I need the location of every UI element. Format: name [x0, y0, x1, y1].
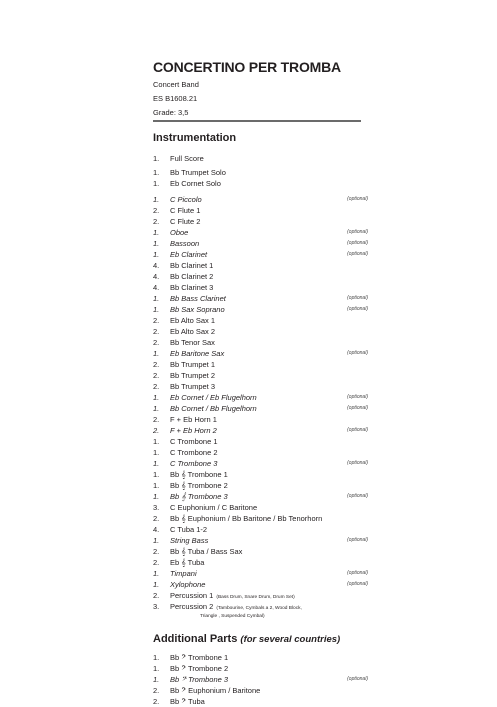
part-quantity: 2.	[153, 415, 160, 424]
part-name-text: Percussion 1	[170, 591, 214, 600]
part-name-text: C Euphonium / C Baritone	[170, 503, 258, 512]
part-list-item	[153, 513, 368, 524]
part-list-item	[153, 663, 368, 674]
part-quantity: 1.	[153, 404, 160, 413]
part-name-text: C Piccolo	[170, 195, 202, 204]
additional-parts-heading	[153, 633, 340, 645]
part-name	[170, 304, 225, 315]
part-name-text: Bb 𝄞 Trombone 1	[170, 470, 228, 479]
part-list-item	[153, 557, 368, 568]
part-quantity: 1.	[153, 675, 160, 684]
part-name-text: Bassoon	[170, 239, 200, 248]
part-name	[170, 458, 217, 469]
part-name-text: F + Eb Horn 1	[170, 415, 217, 424]
part-name	[170, 392, 257, 403]
part-quantity: 1.	[153, 536, 160, 545]
part-name	[170, 513, 322, 524]
part-detail-continued: Triangle , Suspended Cymbal)	[200, 614, 265, 619]
part-quantity: 2.	[153, 686, 160, 695]
part-list-item	[153, 392, 368, 403]
instrumentation-heading: Instrumentation	[153, 132, 237, 144]
optional-note: (optional)	[347, 350, 368, 356]
part-name	[170, 216, 200, 227]
part-name	[170, 535, 208, 546]
part-quantity: 1.	[153, 664, 160, 673]
part-name-text: Bb 𝄢 Trombone 3	[170, 675, 229, 684]
part-name	[170, 469, 228, 480]
part-list-item	[153, 458, 368, 469]
part-name-text: C Tuba 1-2	[170, 525, 208, 534]
part-name-text: C Trombone 2	[170, 448, 218, 457]
part-quantity: 4.	[153, 283, 160, 292]
part-quantity: 4.	[153, 272, 160, 281]
optional-note: (optional)	[347, 394, 368, 400]
part-quantity: 3.	[153, 503, 160, 512]
optional-note: (optional)	[347, 570, 368, 576]
part-name	[170, 480, 228, 491]
part-list-item	[153, 205, 368, 216]
part-quantity: 1.	[153, 168, 160, 177]
part-list-item	[153, 414, 368, 425]
part-name	[170, 249, 207, 260]
part-name-text: Bb Trumpet 3	[170, 382, 216, 391]
part-name-text: Bb Clarinet 2	[170, 272, 214, 281]
grade-label: Grade: 3,5	[153, 108, 189, 117]
part-name-text: Eb Baritone Sax	[170, 349, 225, 358]
part-list-item	[153, 238, 368, 249]
part-quantity: 1.	[153, 470, 160, 479]
part-name-text: Bb 𝄞 Euphonium / Bb Baritone / Bb Tenorhorn	[170, 514, 323, 523]
part-name	[170, 359, 215, 370]
part-name-text: Bb Cornet / Bb Flugelhorn	[170, 404, 257, 413]
part-name-text: Bb Clarinet 1	[170, 261, 214, 270]
part-quantity: 1.	[153, 239, 160, 248]
optional-note: (optional)	[347, 229, 368, 235]
part-name-text: Bb 𝄢 Tuba	[170, 697, 205, 706]
part-name-text: Eb Alto Sax 2	[170, 327, 216, 336]
part-name-text: Bb Trumpet 1	[170, 360, 216, 369]
part-list-item	[153, 425, 368, 436]
optional-note: (optional)	[347, 581, 368, 587]
part-list-item	[153, 579, 368, 590]
part-name	[170, 238, 199, 249]
part-list-item	[153, 674, 368, 685]
optional-note: (optional)	[347, 537, 368, 543]
part-list-item	[153, 227, 368, 238]
optional-note: (optional)	[347, 196, 368, 202]
part-quantity: 1.	[153, 228, 160, 237]
part-name	[170, 436, 218, 447]
part-quantity: 2.	[153, 338, 160, 347]
part-list-item	[153, 337, 368, 348]
part-list-item	[153, 326, 368, 337]
part-name	[170, 370, 215, 381]
part-quantity: 2.	[153, 547, 160, 556]
part-list-item	[153, 153, 368, 164]
part-list-item	[153, 216, 368, 227]
part-name	[170, 447, 218, 458]
part-list-item	[153, 403, 368, 414]
part-quantity: 2.	[153, 371, 160, 380]
optional-note: (optional)	[347, 295, 368, 301]
part-name	[170, 414, 217, 425]
part-name-text: C Flute 1	[170, 206, 201, 215]
part-list-item	[153, 304, 368, 315]
part-list-item	[153, 491, 368, 502]
part-name-text: Full Score	[170, 154, 204, 163]
part-name-text: C Trombone 3	[170, 459, 218, 468]
part-name	[170, 178, 221, 189]
part-name-text: Eb Cornet Solo	[170, 179, 221, 188]
piece-title: CONCERTINO PER TROMBA	[153, 59, 341, 75]
part-quantity: 1.	[153, 305, 160, 314]
part-list-item	[153, 601, 368, 612]
additional-parts-note: (for several countries)	[240, 634, 341, 645]
part-name-text: Eb Clarinet	[170, 250, 208, 259]
part-quantity: 2.	[153, 558, 160, 567]
part-name	[170, 685, 260, 696]
part-detail: (Bass Drum, Snare Drum, Drum Set)	[216, 595, 295, 600]
part-name	[170, 282, 213, 293]
optional-note: (optional)	[347, 493, 368, 499]
part-name	[170, 293, 226, 304]
part-quantity: 2.	[153, 382, 160, 391]
part-name	[170, 194, 202, 205]
part-list-item	[153, 546, 368, 557]
part-name	[170, 205, 200, 216]
part-quantity: 3.	[153, 602, 160, 611]
part-list-item	[153, 348, 368, 359]
part-quantity: 2.	[153, 206, 160, 215]
part-quantity: 2.	[153, 316, 160, 325]
part-name-text: Bb 𝄞 Tuba / Bass Sax	[170, 547, 243, 556]
part-name-text: Bb 𝄢 Trombone 1	[170, 653, 229, 662]
part-list-item	[153, 260, 368, 271]
part-list-item	[153, 381, 368, 392]
part-name	[170, 674, 228, 685]
part-quantity: 4.	[153, 525, 160, 534]
part-name	[170, 403, 257, 414]
optional-note: (optional)	[347, 405, 368, 411]
part-quantity: 1.	[153, 195, 160, 204]
part-quantity: 1.	[153, 481, 160, 490]
part-name-text: Percussion 2	[170, 602, 214, 611]
part-name-text: Eb 𝄞 Tuba	[170, 558, 205, 567]
part-name	[170, 271, 213, 282]
optional-note: (optional)	[347, 306, 368, 312]
part-list-item	[153, 524, 368, 535]
part-name	[170, 153, 204, 164]
part-name-text: Bb Trumpet 2	[170, 371, 216, 380]
part-quantity: 2.	[153, 697, 160, 706]
part-name	[170, 579, 205, 590]
part-list-item	[153, 685, 368, 696]
part-name	[170, 260, 213, 271]
part-name	[170, 652, 228, 663]
optional-note: (optional)	[347, 676, 368, 682]
part-name	[170, 167, 226, 178]
part-quantity: 1.	[153, 580, 160, 589]
part-quantity: 4.	[153, 261, 160, 270]
part-quantity: 1.	[153, 393, 160, 402]
part-list-item	[153, 271, 368, 282]
part-name	[170, 348, 224, 359]
part-list-item	[153, 568, 368, 579]
part-list-item	[153, 696, 368, 707]
part-quantity: 1.	[153, 492, 160, 501]
part-name	[170, 502, 257, 513]
part-quantity: 2.	[153, 591, 160, 600]
part-name-text: Bb 𝄢 Euphonium / Baritone	[170, 686, 261, 695]
part-quantity: 2.	[153, 426, 160, 435]
part-name	[170, 381, 215, 392]
part-quantity: 1.	[153, 179, 160, 188]
part-list-item	[153, 249, 368, 260]
part-name-text: Bb Trumpet Solo	[170, 168, 226, 177]
part-quantity: 1.	[153, 459, 160, 468]
part-list-item	[153, 436, 368, 447]
part-name	[170, 663, 228, 674]
part-detail: (Tambourine, Cymbals a 2, Wood Block,	[216, 606, 302, 611]
optional-note: (optional)	[347, 251, 368, 257]
part-name-text: Bb 𝄢 Trombone 2	[170, 664, 229, 673]
part-name-text: Bb 𝄞 Trombone 3	[170, 492, 228, 501]
part-quantity: 1.	[153, 349, 160, 358]
part-name	[170, 524, 207, 535]
part-list-item	[153, 480, 368, 491]
part-list-item	[153, 502, 368, 513]
part-name-text: C Trombone 1	[170, 437, 218, 446]
part-list-item	[153, 535, 368, 546]
catalog-code: ES B1608.21	[153, 94, 198, 103]
part-quantity: 2.	[153, 327, 160, 336]
part-name	[170, 568, 197, 579]
part-name	[170, 696, 205, 707]
part-list-item	[153, 178, 368, 189]
part-list-item	[153, 370, 368, 381]
part-list-item	[153, 293, 368, 304]
additional-parts-title: Additional Parts	[153, 633, 238, 645]
part-name-text: Bb Bass Clarinet	[170, 294, 226, 303]
part-list-item	[153, 590, 368, 601]
part-list-item	[153, 194, 368, 205]
part-name-text: C Flute 2	[170, 217, 201, 226]
part-quantity: 1.	[153, 653, 160, 662]
part-list-item	[153, 469, 368, 480]
part-name-text: Timpani	[170, 569, 197, 578]
optional-note: (optional)	[347, 427, 368, 433]
part-name	[170, 227, 188, 238]
optional-note: (optional)	[347, 240, 368, 246]
part-name	[170, 557, 204, 568]
part-quantity: 1.	[153, 250, 160, 259]
part-list-item	[153, 282, 368, 293]
part-name-text: Bb 𝄞 Trombone 2	[170, 481, 228, 490]
optional-note: (optional)	[347, 460, 368, 466]
part-name-text: Eb Cornet / Eb Flugelhorn	[170, 393, 257, 402]
part-name-text: String Bass	[170, 536, 209, 545]
part-quantity: 2.	[153, 217, 160, 226]
part-list-item	[153, 447, 368, 458]
part-name-text: Eb Alto Sax 1	[170, 316, 216, 325]
part-name	[170, 337, 215, 348]
part-name-text: Bb Sax Soprano	[170, 305, 225, 314]
part-name-text: Bb Tenor Sax	[170, 338, 215, 347]
part-quantity: 1.	[153, 294, 160, 303]
part-name	[170, 425, 217, 436]
part-name-text: Xylophone	[170, 580, 206, 589]
part-quantity: 2.	[153, 514, 160, 523]
part-name	[170, 491, 228, 502]
part-quantity: 2.	[153, 360, 160, 369]
part-quantity: 1.	[153, 569, 160, 578]
part-name	[170, 326, 215, 337]
part-quantity: 1.	[153, 154, 160, 163]
part-list-item	[153, 315, 368, 326]
part-quantity: 1.	[153, 448, 160, 457]
part-list-item	[153, 652, 368, 663]
part-name	[170, 315, 215, 326]
part-name-text: Bb Clarinet 3	[170, 283, 214, 292]
part-name	[170, 546, 242, 557]
part-name-text: F + Eb Horn 2	[170, 426, 217, 435]
part-list-item	[153, 359, 368, 370]
ensemble-type: Concert Band	[153, 80, 199, 89]
part-list-item	[153, 167, 368, 178]
part-quantity: 1.	[153, 437, 160, 446]
title-divider	[153, 120, 361, 122]
part-name-text: Oboe	[170, 228, 189, 237]
